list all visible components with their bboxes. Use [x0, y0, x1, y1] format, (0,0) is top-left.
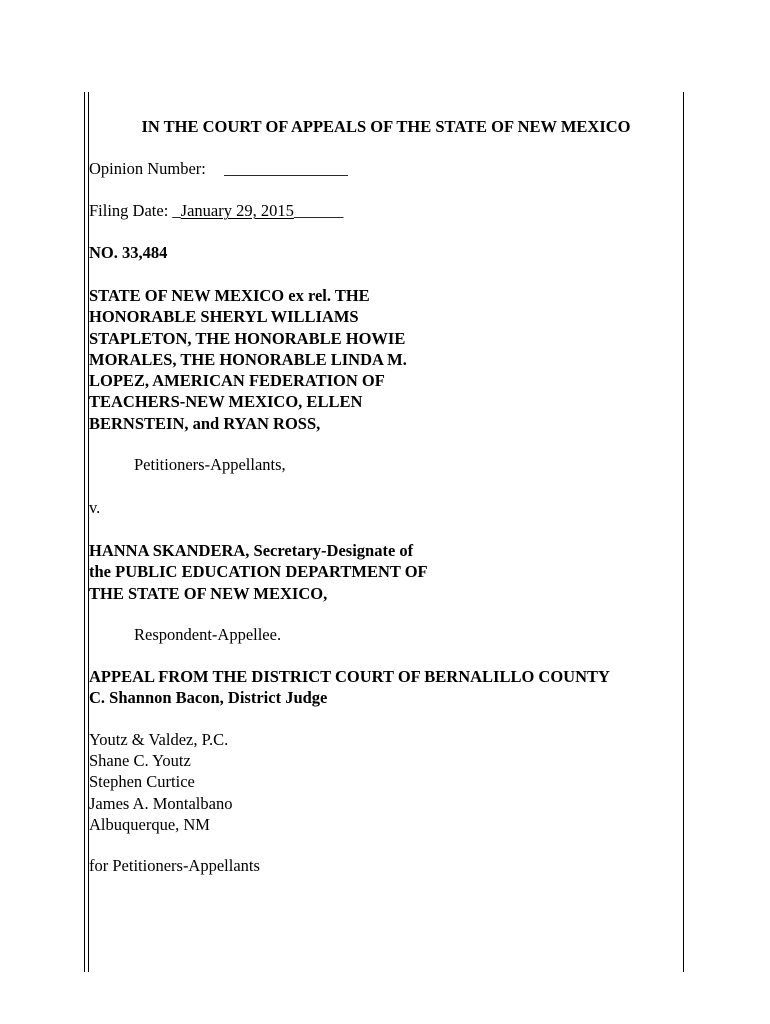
counsel-line: Stephen Curtice: [89, 772, 195, 792]
petitioner-line: BERNSTEIN, and RYAN ROSS,: [89, 413, 321, 433]
opinion-number-line: [89, 159, 348, 179]
filing-date-prefix: _: [172, 201, 181, 220]
petitioner-line: TEACHERS-NEW MEXICO, ELLEN: [89, 392, 363, 412]
versus-label: v.: [89, 498, 101, 517]
filing-date-label: Filing Date:: [89, 201, 169, 220]
counsel-line: Youtz & Valdez, P.C.: [89, 730, 229, 749]
filing-date-value: January 29, 2015: [180, 201, 294, 220]
counsel-line: Albuquerque, NM: [89, 814, 210, 834]
appeal-from: APPEAL FROM THE DISTRICT COURT OF BERNALILLO COUNTY: [89, 667, 610, 686]
respondent-block: [89, 540, 428, 604]
petitioner-line: STAPLETON, THE HONORABLE HOWIE: [89, 328, 406, 348]
docket-number: NO. 33,484: [89, 243, 168, 262]
district-judge: C. Shannon Bacon, District Judge: [89, 688, 328, 707]
respondent-line: the PUBLIC EDUCATION DEPARTMENT OF: [89, 562, 428, 582]
counsel-for: for Petitioners-Appellants: [89, 856, 260, 875]
court-title: IN THE COURT OF APPEALS OF THE STATE OF NEW MEXICO: [141, 117, 631, 136]
opinion-number-value: _______________: [224, 159, 348, 178]
respondent-line: HANNA SKANDERA, Secretary-Designate of: [89, 541, 414, 560]
respondent-line: THE STATE OF NEW MEXICO,: [89, 583, 328, 603]
opinion-number-label: Opinion Number:: [89, 159, 206, 178]
counsel-block: [89, 729, 232, 835]
petitioner-line: HONORABLE SHERYL WILLIAMS: [89, 307, 359, 327]
respondent-role: Respondent-Appellee.: [134, 625, 282, 644]
petitioners-block: [89, 285, 407, 434]
filing-date-line: [89, 201, 343, 221]
filing-date-suffix: ______: [293, 201, 344, 220]
counsel-line: James A. Montalbano: [89, 793, 233, 813]
petitioner-line: STATE OF NEW MEXICO ex rel. THE: [89, 286, 370, 305]
petitioner-line: MORALES, THE HONORABLE LINDA M.: [89, 349, 407, 369]
left-margin-rule-outer: [84, 92, 85, 972]
right-margin-rule: [683, 92, 684, 972]
petitioners-role: Petitioners-Appellants,: [134, 455, 286, 474]
petitioner-line: LOPEZ, AMERICAN FEDERATION OF: [89, 371, 385, 391]
left-margin-rule-inner: [88, 92, 89, 972]
counsel-line: Shane C. Youtz: [89, 751, 191, 771]
